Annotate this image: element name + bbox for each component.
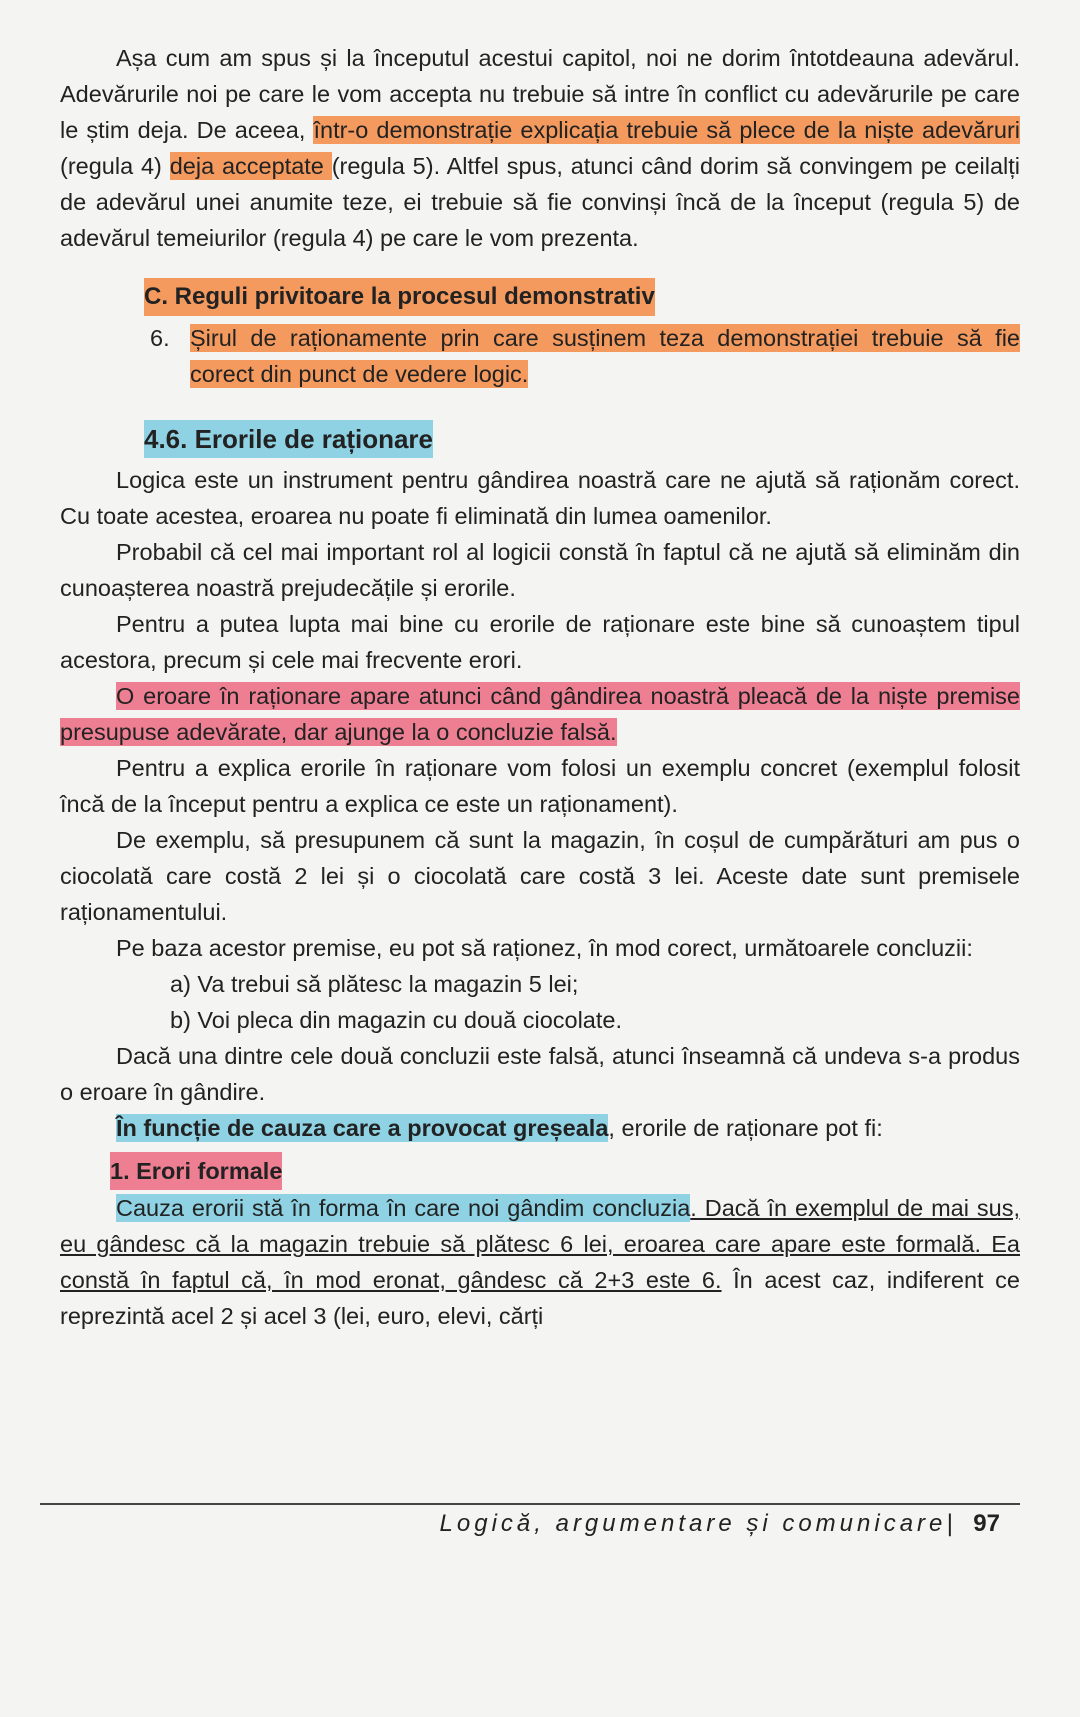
page-footer	[0, 1510, 1000, 1538]
list-item: b) Voi pleca din magazin cu două ciocolate.	[170, 1007, 623, 1033]
conclusions-list	[170, 966, 1020, 1038]
error-cause-rest: , erorile de raționare pot fi:	[608, 1115, 883, 1141]
footer-title: Logică, argumentare și comunicare|	[439, 1510, 957, 1537]
page-number: 97	[973, 1510, 1000, 1537]
paragraph-formal-errors	[60, 1190, 1020, 1334]
rule-6-text: Șirul de raționamente prin care susținem teza demonstrației trebuie să fie corect din punct de vedere logic.	[190, 325, 1020, 387]
highlight-formal-cause: Cauza erorii stă în forma în care noi gândim concluzia	[116, 1195, 691, 1221]
highlight-error-cause: În funcție de cauza care a provocat greșeala	[116, 1115, 609, 1141]
intro-text-3: (regula 5). Altfel spus, atunci când dorim să convingem pe ceilalți de adevărul unei anumite teze, ei trebuie să fie convinși încă de la început (regula 5) de adevărul temeiurilor (regula 4) pe care le vom prezenta.	[60, 153, 1020, 251]
paragraph-logic-role: Probabil că cel mai important rol al logicii constă în faptul că ne ajută să eliminăm din cunoașterea noastră prejudecățile și erorile.	[60, 539, 1020, 601]
footer-divider	[40, 1503, 1020, 1505]
highlight-error-definition: O eroare în raționare apare atunci când gândirea noastră pleacă de la niște premise presupuse adevărate, dar ajunge la o concluzie falsă.	[60, 683, 1020, 745]
paragraph-error-definition	[60, 678, 1020, 750]
underlined-example: . Dacă în exemplul de mai sus, eu gândesc că la magazin trebuie să plătesc 6 lei, eroarea care apare este formală. Ea constă în faptul că, în mod eronat, gândesc că 2+3 este 6.	[60, 1195, 1020, 1293]
intro-text-1: Așa cum am spus și la începutul acestui capitol, noi ne dorim întotdeauna adevărul. Adevărurile noi pe care le vom accepta nu trebuie să intre în conflict cu adevărurile pe care le știm deja. De aceea,	[60, 45, 1020, 143]
formal-errors-heading: 1. Erori formale	[110, 1152, 282, 1190]
highlight-accepted: deja acceptate	[169, 153, 332, 179]
section-4-6-heading: 4.6. Erorile de raționare	[144, 420, 433, 458]
paragraph-conclusions: Pe baza acestor premise, eu pot să raționez, în mod corect, următoarele concluzii:	[116, 935, 973, 961]
paragraph-false-conclusion: Dacă una dintre cele două concluzii este falsă, atunci înseamnă că undeva s-a produs o eroare în gândire.	[60, 1043, 1020, 1105]
paragraph-example-intro: Pentru a explica erorile în raționare vom folosi un exemplu concret (exemplul folosit încă de la început pentru a explica ce este un raționament).	[60, 755, 1020, 817]
rule-6-number: 6.	[150, 325, 170, 351]
section-c-heading: C. Reguli privitoare la procesul demonstrativ	[144, 278, 655, 316]
intro-text-2: (regula 4)	[60, 153, 170, 179]
paragraph-logic-tool: Logica este un instrument pentru gândirea noastră care ne ajută să raționăm corect. Cu toate acestea, eroarea nu poate fi eliminată din lumea oamenilor.	[60, 467, 1020, 529]
paragraph-example: De exemplu, să presupunem că sunt la magazin, în coșul de cumpărături am pus o ciocolată care costă 2 lei și o ciocolată care costă 3 lei. Aceste date sunt premisele raționamentului.	[60, 827, 1020, 925]
formal-errors-rest: În acest caz, indiferent ce reprezintă acel 2 și acel 3 (lei, euro, elevi, cărți	[60, 1267, 1020, 1329]
rule-6-item	[150, 320, 1020, 392]
document-page	[60, 40, 1020, 1680]
list-item: a) Va trebui să plătesc la magazin 5 lei;	[170, 971, 579, 997]
highlight-explanation: într-o demonstrație explicația trebuie să plece de la niște adevăruri	[313, 117, 1020, 143]
intro-paragraph	[60, 40, 1020, 256]
paragraph-error-causes	[60, 1110, 1020, 1146]
paragraph-fight-errors: Pentru a putea lupta mai bine cu erorile de raționare este bine să cunoaștem tipul acestora, precum și cele mai frecvente erori.	[60, 611, 1020, 673]
